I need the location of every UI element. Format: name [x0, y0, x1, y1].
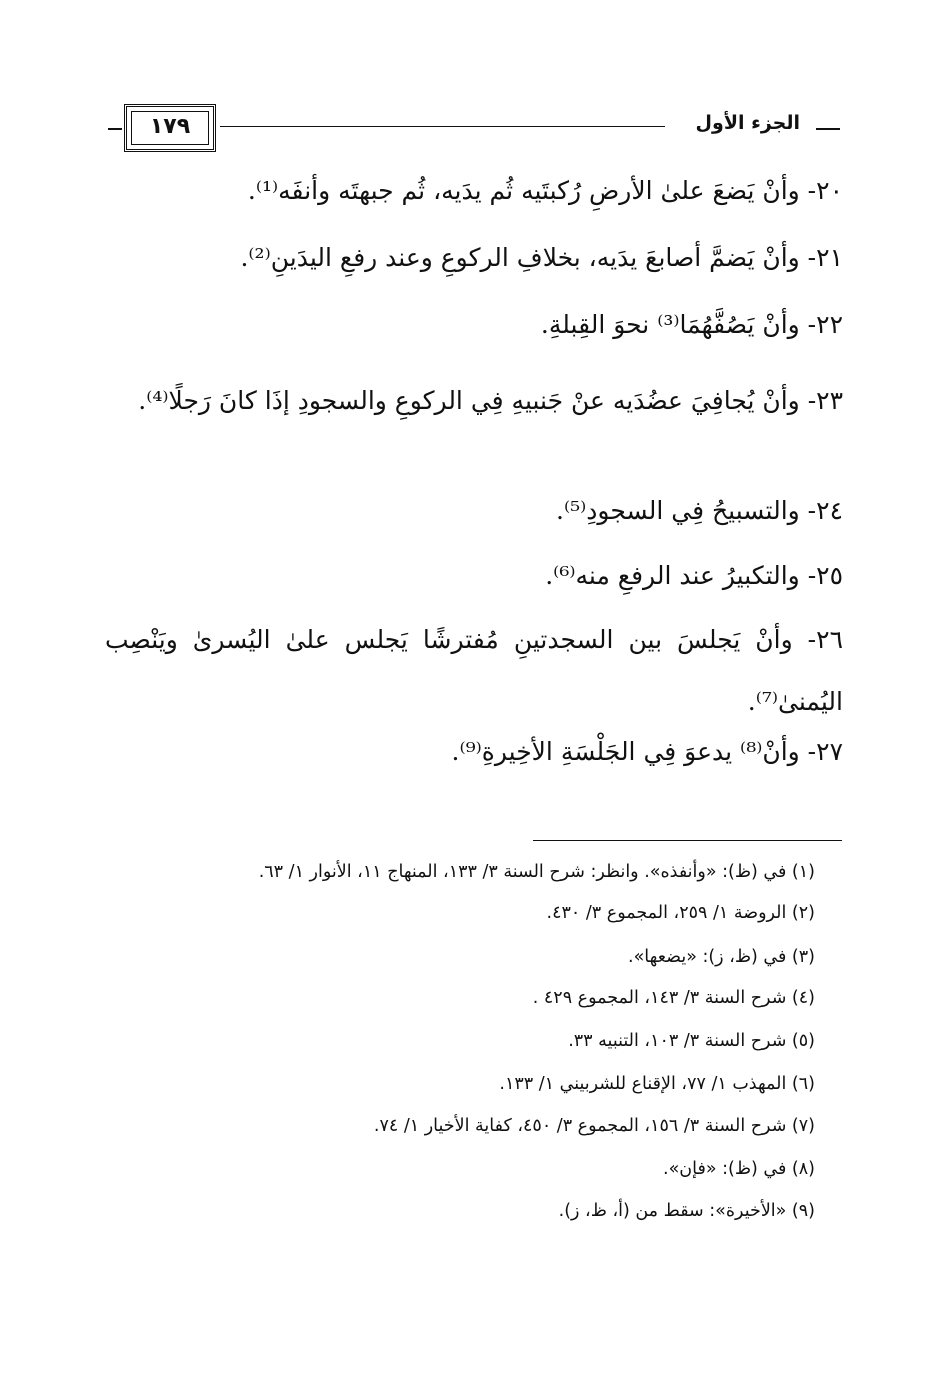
- footnote: (١) في (ظ): «وأنفذه». وانظر: شرح السنة ٣/ ١٣٣، المنهاج ١١، الأنوار ١/ ٦٣.: [258, 862, 815, 882]
- header-rule-middle: [220, 126, 665, 127]
- footnote-separator: [533, 840, 842, 841]
- footnote: (٦) المهذب ١/ ٧٧، الإقناع للشربيني ١/ ١٣٣.: [499, 1074, 815, 1094]
- list-item: ٢٤- والتسبيحُ فِي السجودِ⁽⁵⁾.: [556, 496, 843, 525]
- list-item: ٢٥- والتكبيرُ عند الرفعِ منه⁽⁶⁾.: [545, 561, 843, 590]
- page-number: ١٧٩: [149, 114, 191, 139]
- footnote: (٨) في (ظ): «فإن».: [663, 1159, 815, 1179]
- footnote: (٣) في (ظ، ز): «يضعها».: [628, 947, 815, 967]
- list-item: ٢٦- وأنْ يَجلسَ بين السجدتينِ مُفترشًا يَجلس علىٰ اليُسرىٰ ويَنْصِب اليُمنىٰ⁽⁷⁾.: [105, 625, 843, 716]
- list-item: ٢٠- وأنْ يَضعَ علىٰ الأرضِ رُكبتَيه ثُم يدَيه، ثُم جبهتَه وأنفَه⁽¹⁾.: [247, 176, 843, 205]
- header-rule-left: [108, 128, 122, 130]
- list-item: ٢٢- وأنْ يَصُفَّهُمَا⁽³⁾ نحوَ القِبلةِ.: [540, 310, 843, 339]
- footnote: (٢) الروضة ١/ ٢٥٩، المجموع ٣/ ٤٣٠.: [546, 903, 815, 923]
- footnote: (٥) شرح السنة ٣/ ١٠٣، التنبيه ٣٣.: [568, 1031, 815, 1051]
- page-header: [108, 98, 840, 158]
- running-title: الجزء الأول: [695, 112, 800, 134]
- footnote: (٩) «الأخيرة»: سقط من (أ، ظ، ز).: [558, 1201, 815, 1221]
- header-rule-right: [816, 128, 840, 130]
- list-item: ٢٣- وأنْ يُجافِيَ عضُدَيه عنْ جَنبيهِ فِي الركوعِ والسجودِ إذَا كانَ رَجلًا⁽⁴⁾.: [138, 386, 843, 415]
- list-item: ٢١- وأنْ يَضمَّ أصابعَ يدَيه، بخلافِ الركوعِ وعند رفعِ اليدَينِ⁽²⁾.: [240, 243, 843, 272]
- page-number-frame: [124, 104, 216, 152]
- footnote: (٤) شرح السنة ٣/ ١٤٣، المجموع ٤٢٩ .: [532, 988, 815, 1008]
- footnote: (٧) شرح السنة ٣/ ١٥٦، المجموع ٣/ ٤٥٠، كفاية الأخيار ١/ ٧٤.: [373, 1116, 815, 1136]
- list-item: ٢٧- وأنْ⁽⁸⁾ يدعوَ فِي الجَلْسَةِ الأخِيرةِ⁽⁹⁾.: [451, 737, 843, 766]
